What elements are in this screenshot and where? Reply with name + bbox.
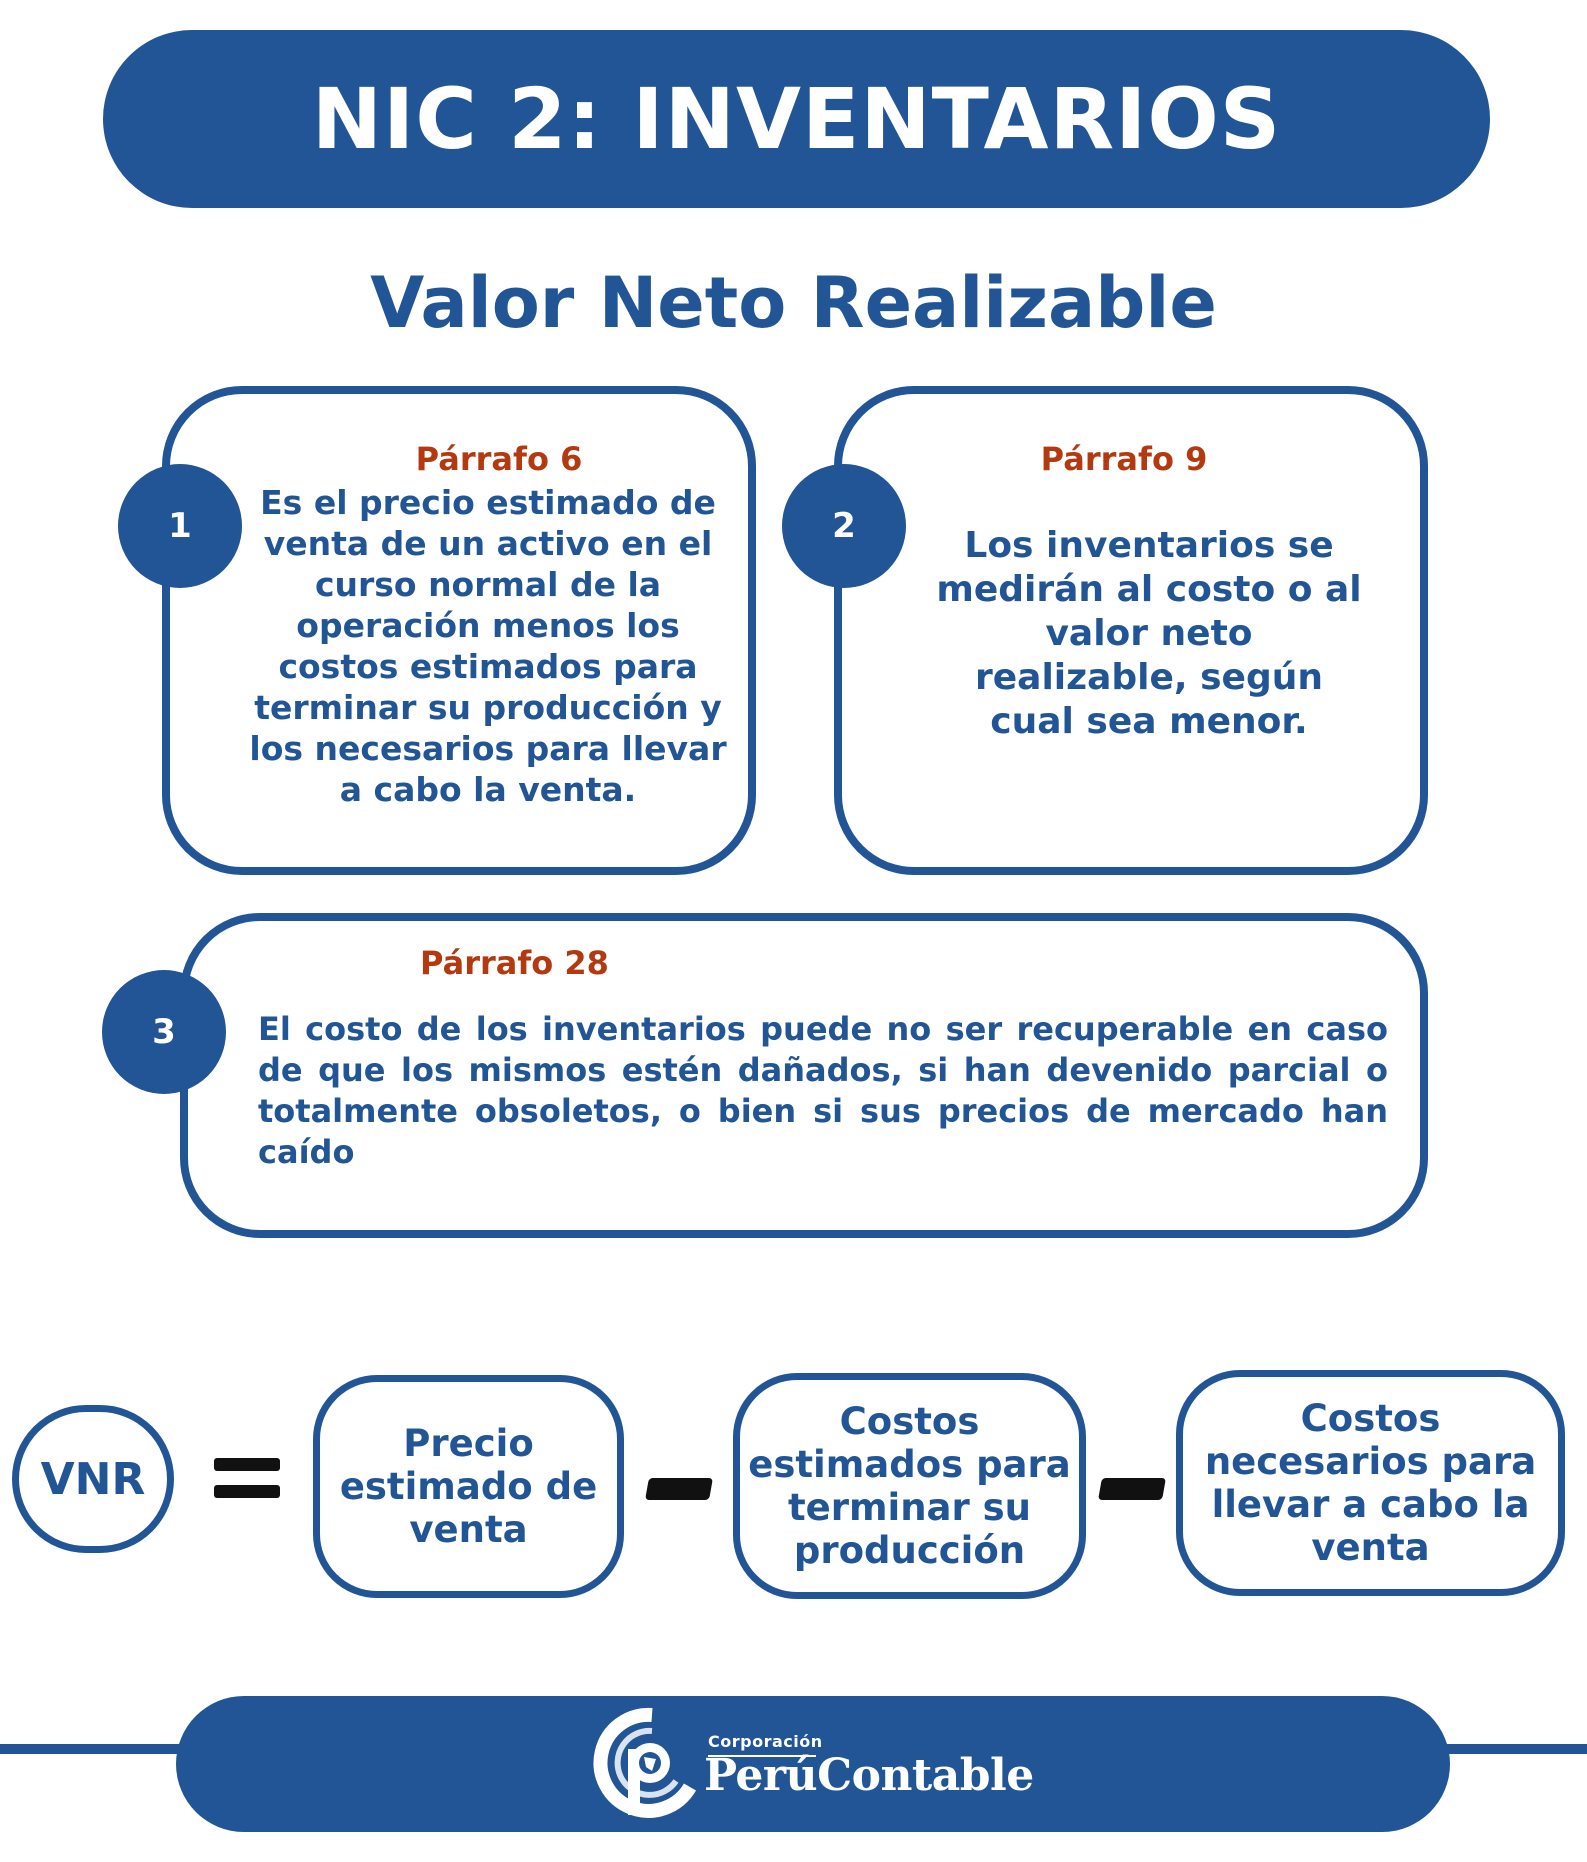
- formula-term-price: [313, 1375, 624, 1598]
- title-banner: [103, 30, 1490, 208]
- formula-term-production-costs: [733, 1373, 1086, 1599]
- logo-icon: [592, 1705, 702, 1823]
- card-2-text: Los inventarios se medirán al costo o al valor neto realizable, según cual sea menor.: [936, 525, 1362, 742]
- formula-term-1-text: Precio estimado de venta: [339, 1422, 598, 1551]
- logo-small-text: Corporación: [708, 1732, 823, 1751]
- vnr-text: VNR: [40, 1453, 146, 1505]
- subtitle: Valor Neto Realizable: [370, 262, 1217, 344]
- equals-bar-bottom: [214, 1485, 280, 1498]
- card-3-heading: Párrafo 28: [420, 944, 609, 982]
- page-title: NIC 2: INVENTARIOS: [311, 70, 1282, 168]
- minus-sign-2: [1098, 1478, 1166, 1500]
- number-badge-3-label: 3: [152, 1012, 176, 1052]
- formula-term-3-text: Costos necesarios para llevar a cabo la venta: [1204, 1397, 1537, 1569]
- equals-sign: [214, 1458, 280, 1502]
- card-2-heading: Párrafo 9: [1040, 440, 1208, 478]
- logo-brand-text: PerúContable: [704, 1750, 1034, 1801]
- card-1-heading: Párrafo 6: [415, 440, 583, 478]
- vnr-label: [12, 1405, 174, 1553]
- number-badge-3: [102, 970, 226, 1094]
- number-badge-1: [118, 464, 242, 588]
- equals-bar-top: [214, 1458, 280, 1471]
- card-1-text: Es el precio estimado de venta de un activo en el curso normal de la operación menos los costos estimados para terminar su producción y los necesarios para llevar a cabo la venta.: [249, 483, 727, 809]
- formula-term-2-text: Costos estimados para terminar su producción: [748, 1400, 1071, 1572]
- number-badge-2: [782, 464, 906, 588]
- minus-sign-1: [645, 1478, 713, 1500]
- number-badge-1-label: 1: [168, 506, 192, 546]
- number-badge-2-label: 2: [832, 506, 856, 546]
- card-3-text: El costo de los inventarios puede no ser recuperable en caso de que los mismos estén dañados, si han devenido parcial o totalmente obsoletos, o bien si sus precios de mercado han caído: [258, 1010, 1388, 1171]
- formula-term-sale-costs: [1176, 1370, 1565, 1596]
